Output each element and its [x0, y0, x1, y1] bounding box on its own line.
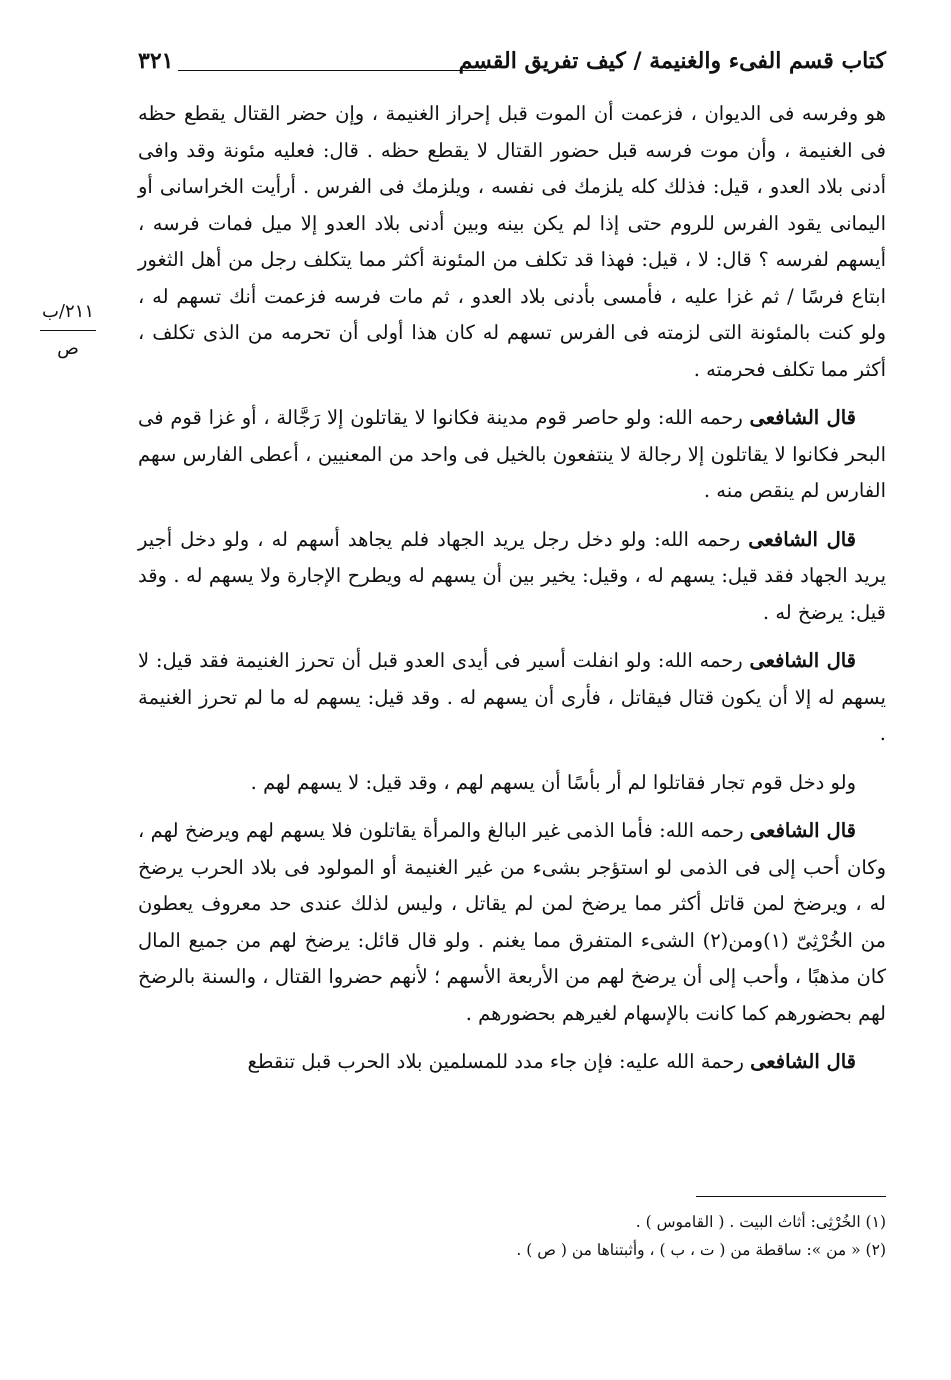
margin-note-folio: ٢١١/ب	[41, 301, 95, 322]
footnote: (١) الخُرْثِى: أثاث البيت . ( القاموس ) .	[635, 1213, 886, 1231]
margin-note	[26, 300, 110, 361]
paragraph-lead: قال الشافعى	[749, 406, 856, 429]
paragraph	[138, 1044, 886, 1081]
paragraph-text: رحمه الله: ولو انفلت أسير فى أيدى العدو قبل أن تحرز الغنيمة فقد قيل: لا يسهم له إلا أن يكون قتال فيقاتل ، فأرى أن يسهم له . وقد قيل: يسهم له ما لم تحرز الغنيمة .	[138, 649, 886, 745]
body-text	[138, 96, 886, 1081]
footnote-rule	[696, 1196, 886, 1197]
paragraph-text: ولو دخل قوم تجار فقاتلوا لم أر بأسًا أن يسهم لهم ، وقد قيل: لا يسهم لهم .	[250, 770, 856, 794]
margin-note-rule	[40, 330, 96, 331]
page-number: ٣٢١	[138, 48, 174, 74]
paragraph	[138, 522, 886, 632]
paragraph-text: رحمة الله عليه: فإن جاء مدد للمسلمين بلاد الحرب قبل تنقطع	[247, 1050, 751, 1073]
footnote: (٢) « من »: ساقطة من ( ت ، ب ) ، وأثبتناها من ( ص ) .	[516, 1241, 886, 1259]
footnotes	[138, 1208, 886, 1264]
paragraph	[138, 643, 886, 753]
paragraph-lead: قال الشافعى	[748, 527, 856, 551]
paragraph	[138, 765, 886, 802]
paragraph-lead: قال الشافعى	[749, 649, 856, 672]
margin-note-manuscript: ص	[57, 338, 79, 359]
paragraph	[138, 400, 886, 510]
paragraph	[138, 813, 886, 1032]
paragraph-text: رحمه الله: فأما الذمى غير البالغ والمرأة يقاتلون فلا يسهم لهم ويرضخ لهم ، وكان أحب إلى فى الذمى لو استؤجر بشىء من غير الغنيمة أو المولود فى بلاد الحرب يرضخ له ، ويرضخ لمن قاتل أكثر مما يرضخ لمن لم يقاتل ، وليس لذلك عندى حد معروف يعطون من الخُرْثِىّ (١)ومن(٢) الشىء المتفرق مما يغنم . ولو قال قائل: يرضخ لهم من جميع المال كان مذهبًا ، وأحب إلى أن يرضخ لهم من الأربعة الأسهم ؛ لأنهم حضروا القتال ، والسنة بالرضخ لهم بحضورهم كما كانت بالإسهام لغيرهم بحضورهم .	[138, 819, 886, 1025]
paragraph-lead: قال الشافعى	[750, 1050, 856, 1073]
running-header	[138, 42, 886, 92]
paragraph-text: هو وفرسه فى الديوان ، فزعمت أن الموت قبل إحراز الغنيمة ، وإن حضر القتال يقطع حظه فى الغنيمة ، وأن موت فرسه قبل حضور القتال لا يقطع حظه . قال: فعليه مئونة وقد وافى أدنى بلاد العدو ، قيل: فذلك كله يلزمك فى نفسه ، ويلزمك فى الفرس . أرأيت الخراسانى أو اليمانى يقود الفرس للروم حتى إذا لم يكن بينه وبين أدنى بلاد العدو إلا ميل فمات فرسه ، أيسهم لفرسه ؟ قال: لا ، قيل: فهذا قد تكلف من المئونة أكثر مما يتكلف رجل من أهل الثغور ابتاع فرسًا / ثم غزا عليه ، فأمسى بأدنى بلاد العدو ، ثم مات فرسه فزعمت أنك تسهم له ، ولو كنت بالمئونة التى لزمته فى الفرس تسهم له كان هذا أولى أن تحرمه من الذى تكلف ، أكثر مما تكلف فحرمته .	[138, 102, 886, 381]
paragraph-text: رحمه الله: ولو دخل رجل يريد الجهاد فلم يجاهد أسهم له ، ولو دخل أجير يريد الجهاد فقد قيل: يسهم له ، وقيل: يخير بين أن يسهم له ويطرح الإجارة ولا يسهم له . وقد قيل: يرضخ له .	[138, 527, 886, 624]
paragraph	[138, 96, 886, 388]
paragraph-lead: قال الشافعى	[749, 819, 856, 842]
header-title: كتاب قسم الفىء والغنيمة / كيف تفريق القسم	[458, 48, 886, 74]
paragraph-text: رحمه الله: ولو حاصر قوم مدينة فكانوا لا يقاتلون إلا رَجَّالة ، أو غزا قوم فى البحر فكانوا لا يقاتلون إلا رجالة لا ينتفعون بالخيل فى واحد من المعنيين ، أعطى الفارس سهم الفارس لم ينقص منه .	[138, 406, 886, 502]
header-rule	[178, 70, 486, 71]
